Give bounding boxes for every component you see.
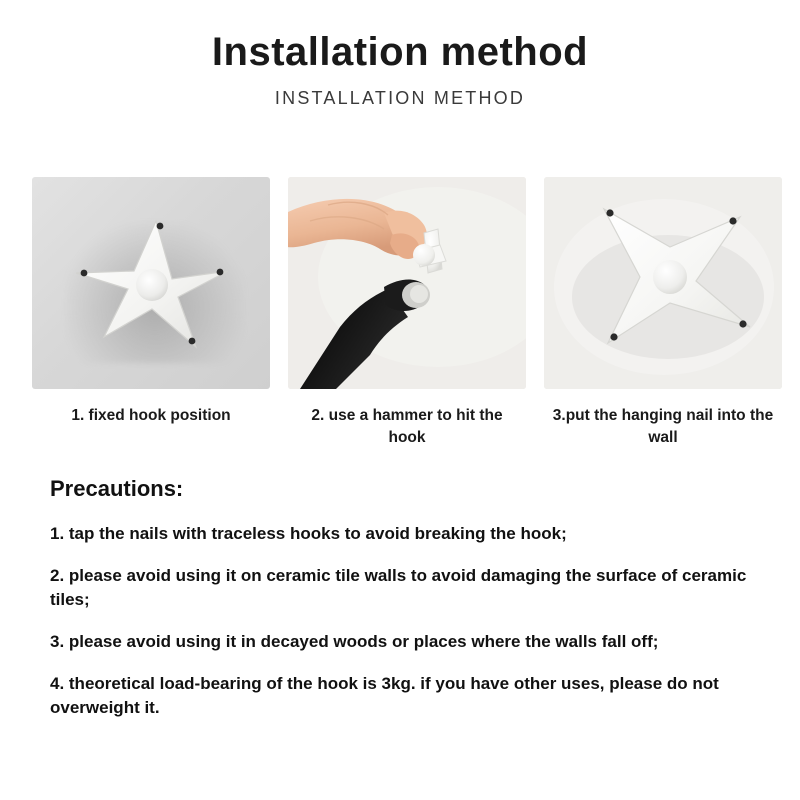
precaution-item: 3. please avoid using it in decayed woods or places where the walls fall off; <box>50 631 659 651</box>
step-1 <box>32 177 270 450</box>
precaution-item: 2. please avoid using it on ceramic tile walls to avoid damaging the surface of ceramic tiles; <box>50 565 747 610</box>
step-1-caption: 1. fixed hook position <box>71 407 231 424</box>
step-3 <box>544 177 782 450</box>
precaution-item: 1. tap the nails with traceless hooks to avoid breaking the hook; <box>50 523 567 543</box>
star-hook-illustration <box>68 213 238 363</box>
step-2-photo <box>288 177 526 389</box>
page-header <box>0 0 800 109</box>
step-2 <box>288 177 526 450</box>
page-subtitle: INSTALLATION METHOD <box>274 88 526 108</box>
step-2-caption: 2. use a hammer to hit the hook <box>311 407 503 447</box>
precautions-section <box>0 476 800 721</box>
precaution-item: 4. theoretical load-bearing of the hook is 3kg. if you have other uses, please do not overweight it. <box>50 673 719 718</box>
hand-hammer-illustration <box>288 177 526 389</box>
steps-row <box>0 177 800 450</box>
precautions-title: Precautions: <box>50 475 184 501</box>
installed-hook-illustration <box>544 177 782 389</box>
page-title: Installation method <box>211 30 589 74</box>
step-1-photo <box>32 177 270 389</box>
step-3-caption: 3.put the hanging nail into the wall <box>552 407 774 447</box>
step-3-photo <box>544 177 782 389</box>
